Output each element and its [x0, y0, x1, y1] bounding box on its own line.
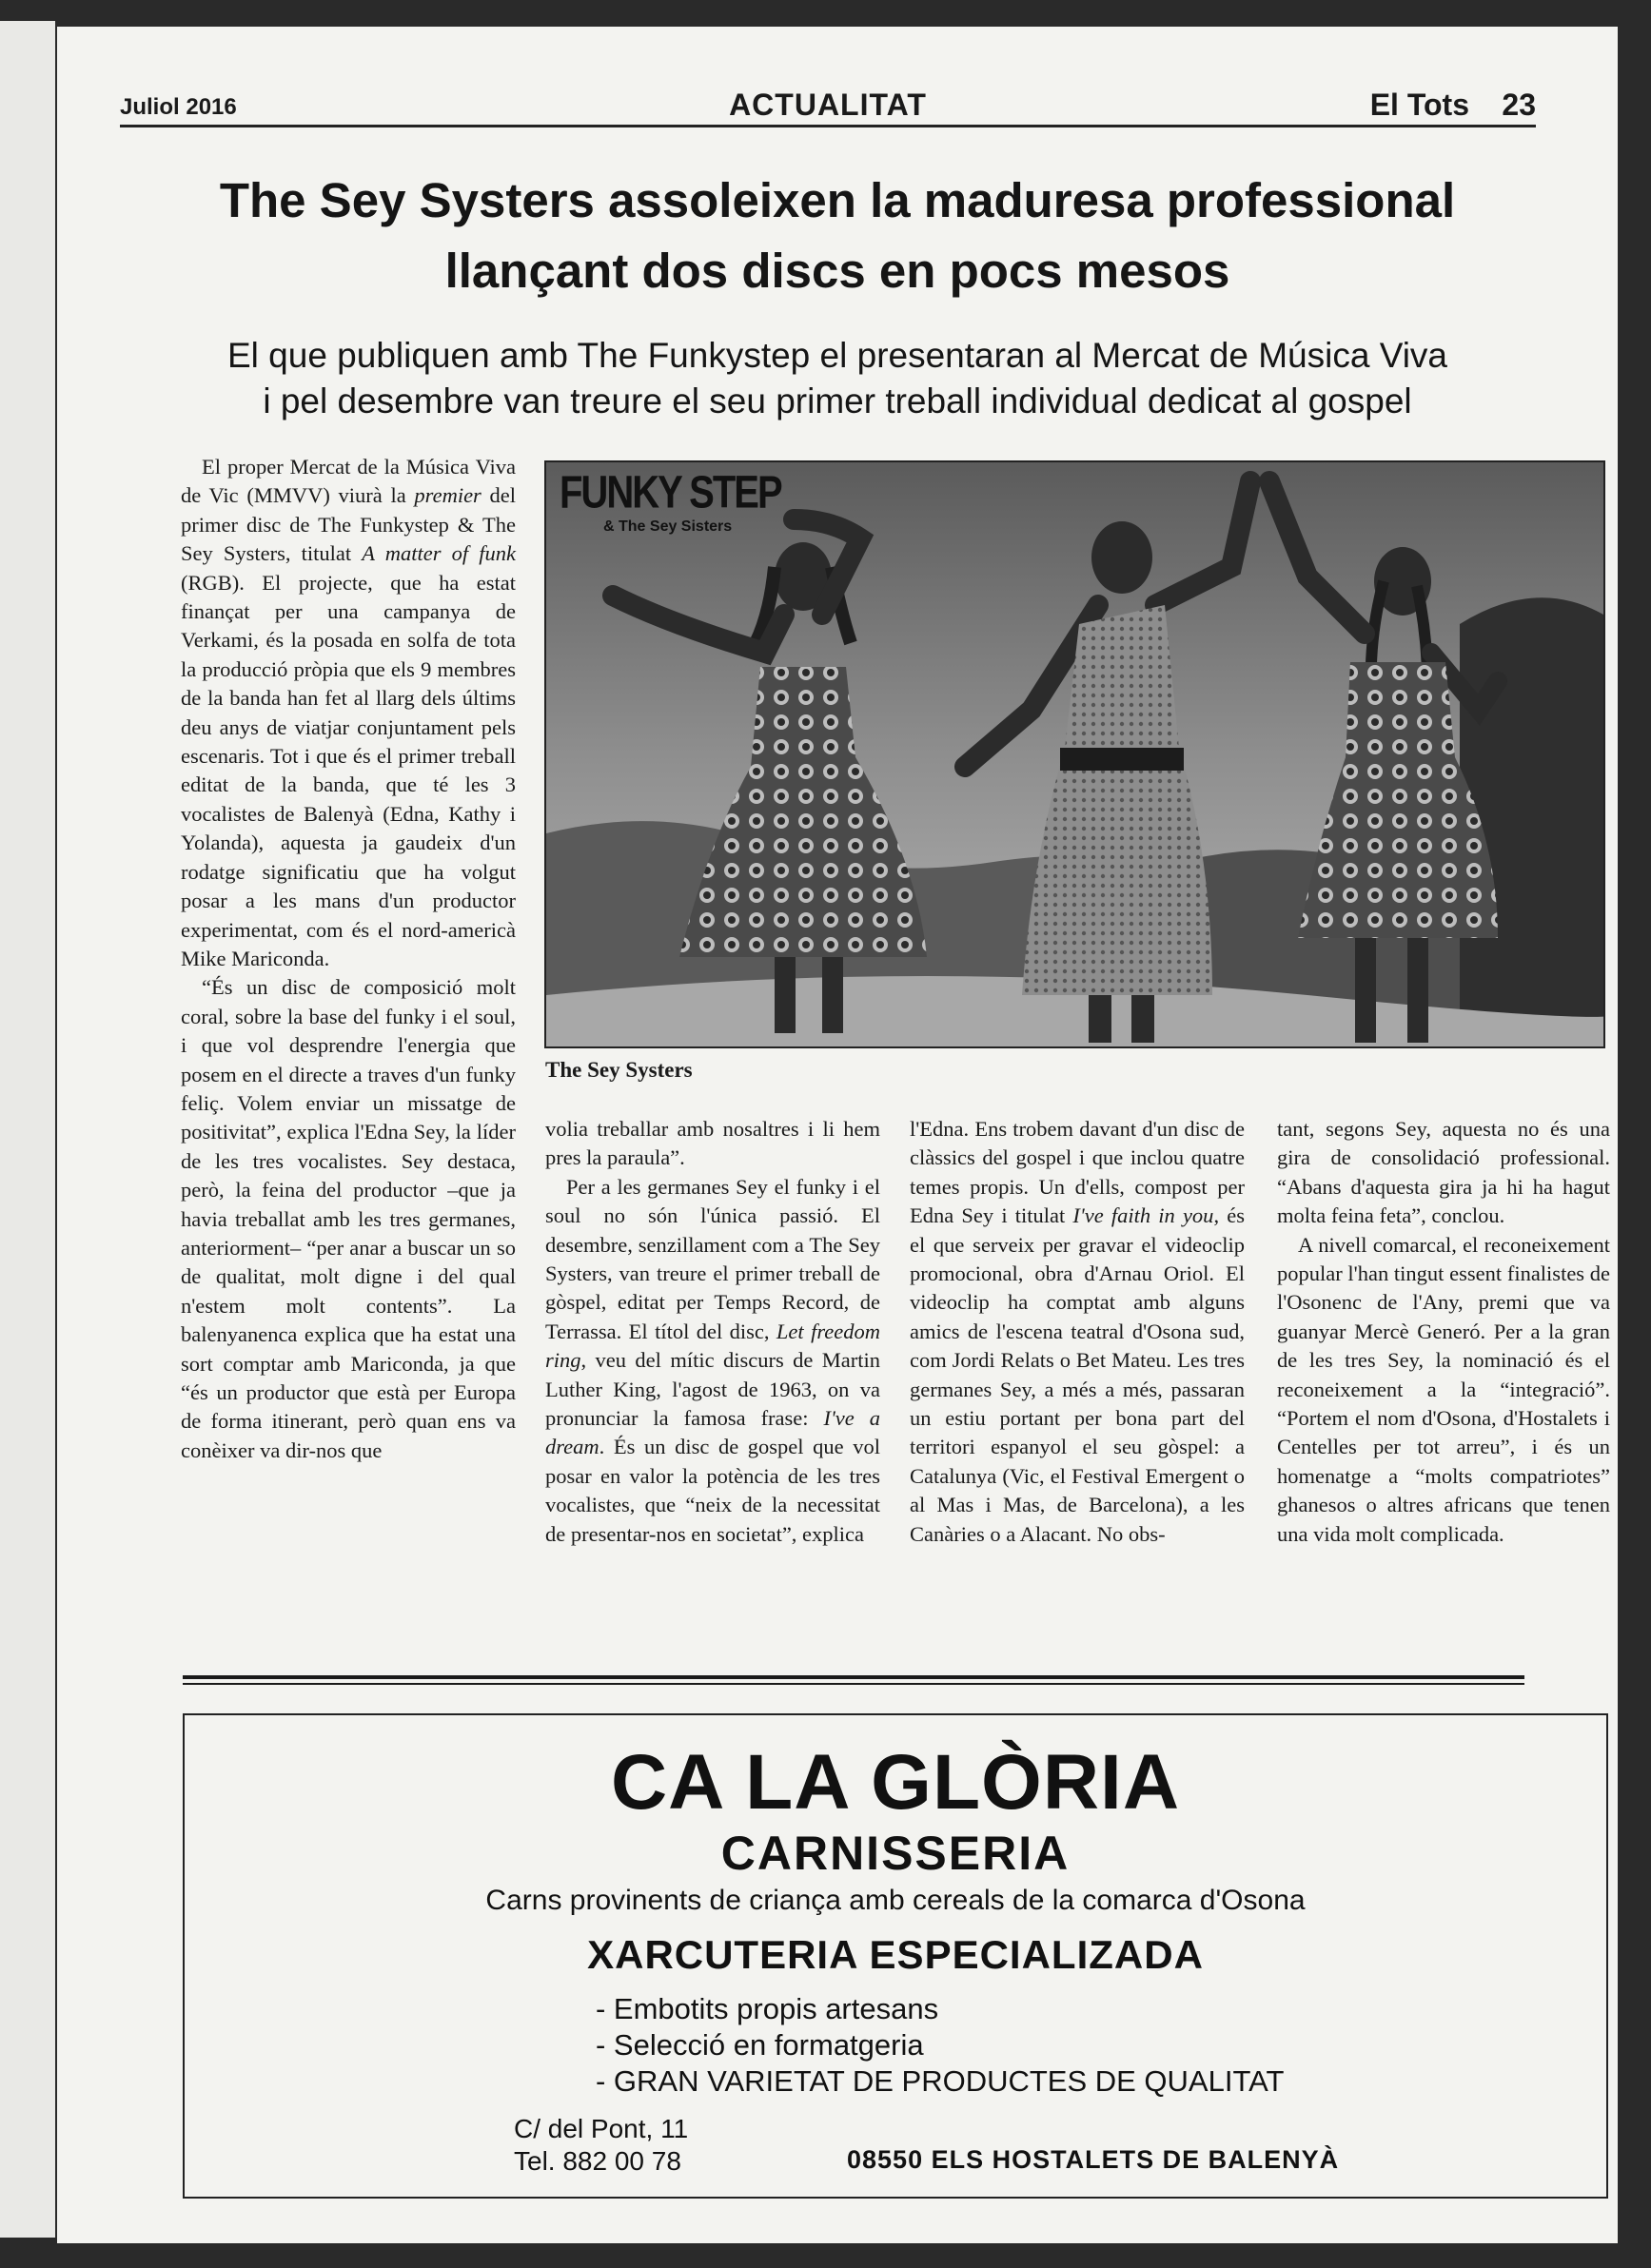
running-header [120, 88, 1536, 127]
article-column-3 [910, 1115, 1245, 1549]
list-item: - Embotits propis artesans [596, 1992, 939, 2025]
issue-date: Juliol 2016 [120, 94, 237, 120]
subhead-line-1: El que publiquen amb The Funkystep el presentaran al Mercat de Música Viva [226, 336, 1448, 375]
postal-address: 08550 ELS HOSTALETS DE BALENYÀ [847, 2145, 1340, 2174]
article-column-2 [545, 1115, 880, 1549]
street-address: C/ del Pont, 11 [514, 2114, 689, 2143]
funkystep-logo: FUNKY STEP & The Sey Sisters [560, 467, 781, 535]
article-headline [114, 166, 1561, 306]
phone-number: Tel. 882 00 78 [514, 2146, 681, 2176]
facing-page-edge [0, 21, 55, 2238]
article-subheading [114, 333, 1561, 424]
product-list [596, 1991, 1284, 2100]
list-item: - GRAN VARIETAT DE PRODUCTES DE QUALITAT [596, 2064, 1285, 2098]
newspaper-page [57, 27, 1618, 2243]
paragraph: l'Edna. Ens trobem davant d'un disc de clàssics del gospel i que inclou quatre temes propis. Un d'ells, compost per Edna Sey i titulat I've faith in you, és el que serveix per gravar el videoclip promocional, obra d'Arnau Oriol. El videoclip ha comptat amb alguns amics de l'escena teatral d'Osona sud, com Jordi Relats o Bet Mateu. Les tres germanes Sey, a més a més, passaran un estiu portant per bona part del territori espanyol el seu gòspel: a Catalunya (Vic, el Festival Emergent o al Mas i Mas, de Barcelona), a les Canàries o a Alacant. No obs- [910, 1117, 1245, 1546]
photo-illustration [546, 462, 1603, 1046]
photo-caption: The Sey Systers [545, 1058, 693, 1082]
paragraph: volia treballar amb nosaltres i li hem pres la paraula”. [545, 1117, 880, 1170]
paragraph: El proper Mercat de la Música Viva de Vic (MMVV) viurà la premier del primer disc de The Funkystep & The Sey Systers, titulat A matter of funk (RGB). El projecte, que ha estat finançat per una campanya de Verkami, és la posada en solfa de tota la producció pròpia que els 9 membres de la banda han fet al llarg dels últims deu anys de viatjar conjuntament pels escenaris. Tot i que és el primer treball editat de la banda, que té les 3 vocalistes de Balenyà (Edna, Kathy i Yolanda), aquesta ja gaudeix d'un rodatge significatiu que ha volgut posar a les mans d'un productor experimentat, com és el nord-americà Mike Mariconda. [181, 455, 516, 970]
paragraph: “És un disc de composició molt coral, sobre la base del funky i el soul, i que vol desprendre l'energia que posem en el directe a traves d'un funky feliç. Volem enviar un missatge de positivitat”, explica l'Edna Sey, la líder de les tres vocalistes. Sey destaca, però, la feina del productor –que ja havia treballat amb les tres germanes, anteriorment– “per anar a buscar un so de qualitat, molt digne i del qual n'estem molt contents”. La balenyanenca explica que ha estat una sort comptar amb Mariconda, ja que “és un productor que està per Europa de forma itinerant, però quan ens va conèixer va dir-nos que [181, 975, 516, 1462]
band-photo [544, 460, 1605, 1048]
page-number: 23 [1502, 88, 1536, 122]
advertisement-box [183, 1713, 1608, 2199]
shop-address [514, 2113, 688, 2178]
shop-tagline: Carns provinents de criança amb cereals de la comarca d'Osona [485, 1885, 1306, 1916]
shop-specialty: XARCUTERIA ESPECIALIZADA [587, 1932, 1204, 1977]
paragraph: A nivell comarcal, el reconeixement popular l'han tingut essent finalistes de l'Osonenc de l'Any, premi que va guanyar Mercè Generó. Per a la gran de les tres Sey, la nominació és el reconeixement a la “integració”. “Portem el nom d'Osona, d'Hostalets i Centelles per tot arreu”, i és un homenatge a “molts compatriotes” ghanesos o altres africans que tenen una vida molt complicada. [1277, 1232, 1610, 1546]
subhead-line-2: i pel desembre van treure el seu primer treball individual dedicat al gospel [263, 381, 1412, 420]
list-item: - Selecció en formatgeria [596, 2028, 924, 2062]
headline-line-1: The Sey Systers assoleixen la maduresa professional [219, 173, 1456, 227]
section-divider [183, 1675, 1524, 1685]
publication-name: El Tots [1369, 88, 1469, 122]
headline-line-2: llançant dos discs en pocs mesos [444, 244, 1230, 298]
section-title: ACTUALITAT [729, 88, 927, 122]
shop-name: CA LA GLÒRIA [610, 1739, 1181, 1826]
shop-type: CARNISSERIA [720, 1827, 1071, 1880]
article-column-4 [1277, 1115, 1610, 1549]
article-column-1 [181, 453, 516, 1465]
paragraph: tant, segons Sey, aquesta no és una gira de consolidació professional. “Abans d'aquesta gira ja hi ha hagut molta feina feta”, conclou. [1277, 1117, 1610, 1228]
paragraph: Per a les germanes Sey el funky i el soul no són l'única passió. El desembre, senzillament com a The Sey Systers, van treure el primer treball de gòspel, editat per Temps Record, de Terrassa. El títol del disc, Let freedom ring, veu del mític discurs de Martin Luther King, l'agost de 1963, on va pronunciar la famosa frase: I've a dream. És un disc de gospel que vol posar en valor la potència de les tres vocalistes, que “neix de la necessitat de presentar-nos en societat”, explica [545, 1174, 880, 1546]
